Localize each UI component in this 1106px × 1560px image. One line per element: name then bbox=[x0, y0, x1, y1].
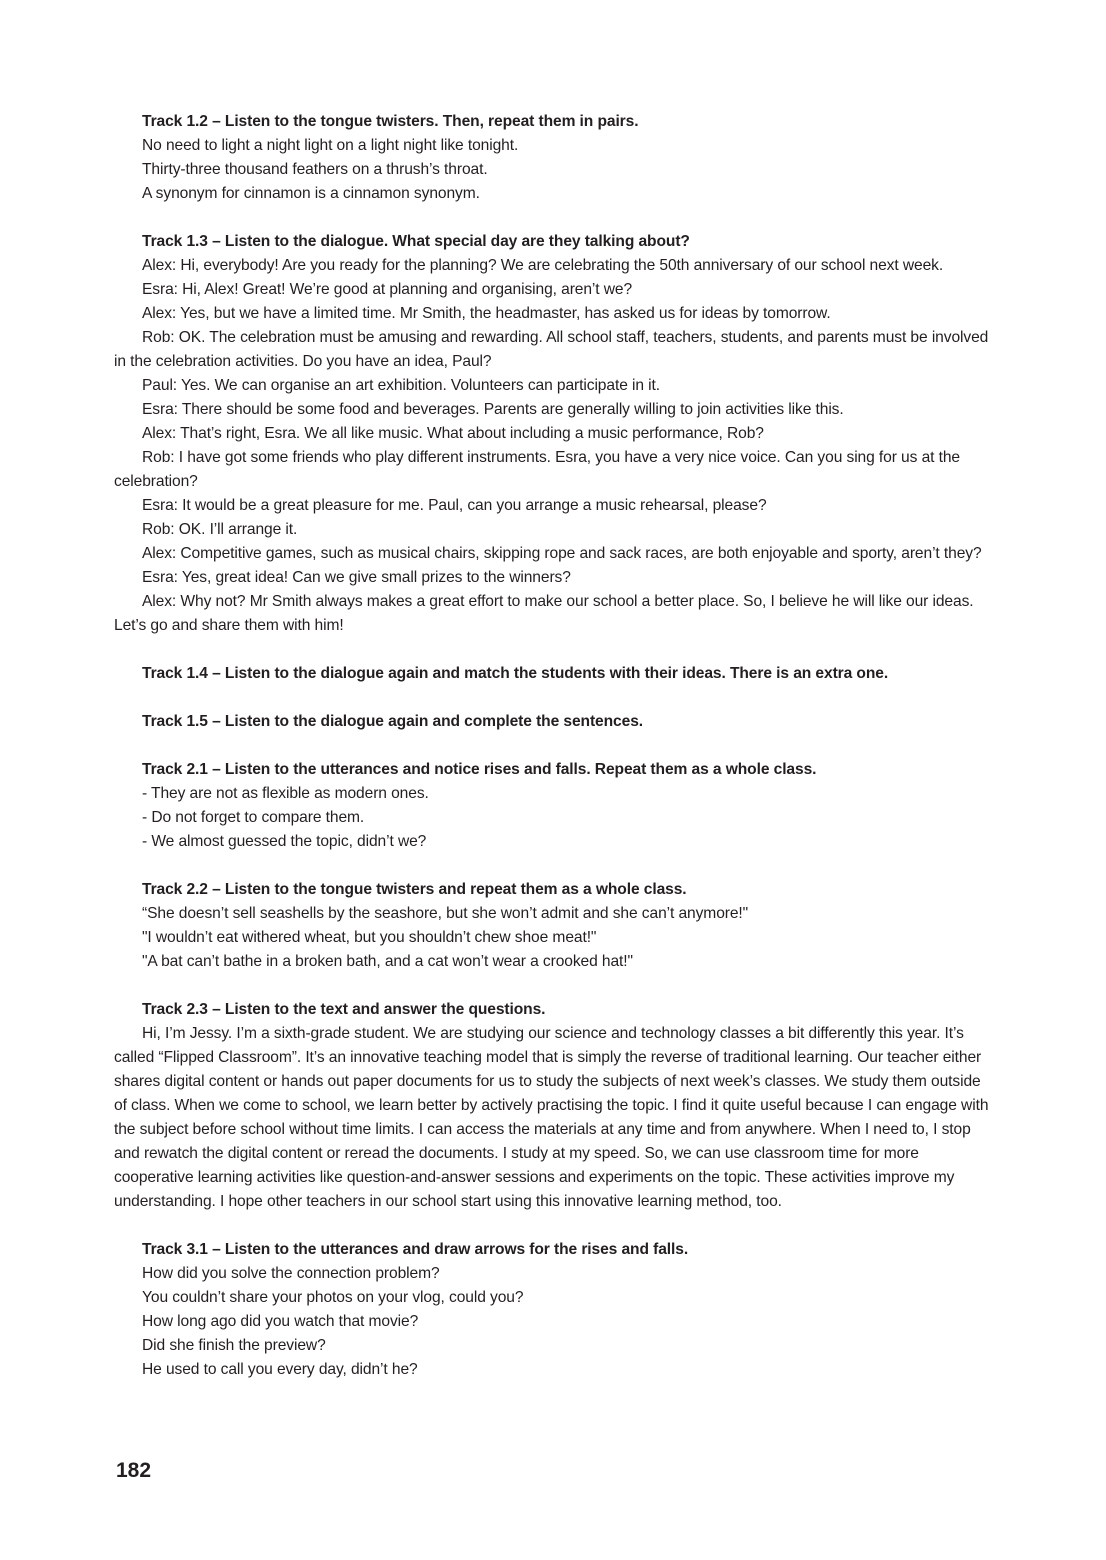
tongue-twister-line: “She doesn’t sell seashells by the seashore, but she won’t admit and she can’t anymore!" bbox=[142, 905, 749, 922]
section-track-3-1 bbox=[114, 1238, 994, 1382]
section-track-1-4 bbox=[114, 662, 994, 686]
section-heading: Track 1.5 – Listen to the dialogue again and complete the sentences. bbox=[142, 713, 644, 730]
section-heading: Track 3.1 – Listen to the utterances and draw arrows for the rises and falls. bbox=[142, 1241, 689, 1258]
section-track-1-5 bbox=[114, 710, 994, 734]
section-heading: Track 2.2 – Listen to the tongue twisters and repeat them as a whole class. bbox=[142, 881, 687, 898]
tongue-twister-line: "I wouldn’t eat withered wheat, but you shouldn’t chew shoe meat!" bbox=[142, 929, 597, 946]
dialogue-line: Alex: Hi, everybody! Are you ready for the planning? We are celebrating the 50th anniversary of our school next week. bbox=[142, 257, 944, 274]
utterance-line: He used to call you every day, didn’t he? bbox=[142, 1361, 418, 1378]
utterance-line: - They are not as flexible as modern ones. bbox=[142, 785, 429, 802]
section-heading: Track 1.2 – Listen to the tongue twisters. Then, repeat them in pairs. bbox=[142, 113, 639, 130]
section-heading: Track 1.3 – Listen to the dialogue. What special day are they talking about? bbox=[142, 233, 690, 250]
dialogue-line: Rob: I have got some friends who play different instruments. Esra, you have a very nice voice. Can you sing for us at the celebration? bbox=[114, 449, 960, 490]
section-track-1-3 bbox=[114, 230, 994, 638]
section-heading: Track 2.3 – Listen to the text and answer the questions. bbox=[142, 1001, 546, 1018]
tongue-twister-line: "A bat can’t bathe in a broken bath, and a cat won’t wear a crooked hat!" bbox=[142, 953, 633, 970]
dialogue-line: Esra: It would be a great pleasure for me. Paul, can you arrange a music rehearsal, please? bbox=[142, 497, 767, 514]
section-track-1-2 bbox=[114, 110, 994, 206]
section-heading: Track 2.1 – Listen to the utterances and notice rises and falls. Repeat them as a whole class. bbox=[142, 761, 817, 778]
section-track-2-3 bbox=[114, 998, 994, 1214]
dialogue-line: Paul: Yes. We can organise an art exhibition. Volunteers can participate in it. bbox=[142, 377, 660, 394]
section-heading: Track 1.4 – Listen to the dialogue again and match the students with their ideas. There is an extra one. bbox=[142, 665, 889, 682]
tongue-twister-line: A synonym for cinnamon is a cinnamon synonym. bbox=[142, 185, 480, 202]
reading-paragraph: Hi, I’m Jessy. I’m a sixth-grade student. We are studying our science and technology classes a bit differently this year. It’s called “Flipped Classroom”. It’s an innovative teaching model that is simply the reverse of traditional learning. Our teacher either shares digital content or hands out paper documents for us to study the subjects of next week’s classes. We study them outside of class. When we come to school, we learn better by actively practising the topic. I find it quite useful because I can engage with the subject before school without time limits. I can access the materials at any time and from anywhere. When I need to, I stop and rewatch the digital content or reread the documents. I study at my speed. So, we can use classroom time for more cooperative learning activities like question-and-answer sessions and experiments on the topic. These activities improve my understanding. I hope other teachers in our school start using this innovative learning method, too. bbox=[114, 1025, 989, 1210]
section-track-2-2 bbox=[114, 878, 994, 974]
dialogue-line: Rob: OK. The celebration must be amusing and rewarding. All school staff, teachers, students, and parents must be involved in the celebration activities. Do you have an idea, Paul? bbox=[114, 329, 989, 370]
utterance-line: How long ago did you watch that movie? bbox=[142, 1313, 419, 1330]
utterance-line: You couldn’t share your photos on your vlog, could you? bbox=[142, 1289, 524, 1306]
dialogue-line: Esra: There should be some food and beverages. Parents are generally willing to join activities like this. bbox=[142, 401, 844, 418]
dialogue-line: Alex: Yes, but we have a limited time. Mr Smith, the headmaster, has asked us for ideas by tomorrow. bbox=[142, 305, 831, 322]
tongue-twister-line: No need to light a night light on a light night like tonight. bbox=[142, 137, 519, 154]
dialogue-line: Esra: Yes, great idea! Can we give small prizes to the winners? bbox=[142, 569, 571, 586]
dialogue-line: Alex: That’s right, Esra. We all like music. What about including a music performance, Rob? bbox=[142, 425, 764, 442]
dialogue-line: Esra: Hi, Alex! Great! We’re good at planning and organising, aren’t we? bbox=[142, 281, 633, 298]
utterance-line: - We almost guessed the topic, didn’t we? bbox=[142, 833, 427, 850]
section-track-2-1 bbox=[114, 758, 994, 854]
page-content bbox=[114, 110, 994, 1382]
dialogue-line: Rob: OK. I’ll arrange it. bbox=[142, 521, 298, 538]
utterance-line: Did she finish the preview? bbox=[142, 1337, 326, 1354]
utterance-line: How did you solve the connection problem? bbox=[142, 1265, 440, 1282]
tongue-twister-line: Thirty-three thousand feathers on a thrush’s throat. bbox=[142, 161, 488, 178]
page-number: 182 bbox=[116, 1459, 152, 1482]
dialogue-line: Alex: Why not? Mr Smith always makes a great effort to make our school a better place. So, I believe he will like our ideas. Let’s go and share them with him! bbox=[114, 593, 974, 634]
utterance-line: - Do not forget to compare them. bbox=[142, 809, 365, 826]
dialogue-line: Alex: Competitive games, such as musical chairs, skipping rope and sack races, are both enjoyable and sporty, aren’t they? bbox=[142, 545, 982, 562]
